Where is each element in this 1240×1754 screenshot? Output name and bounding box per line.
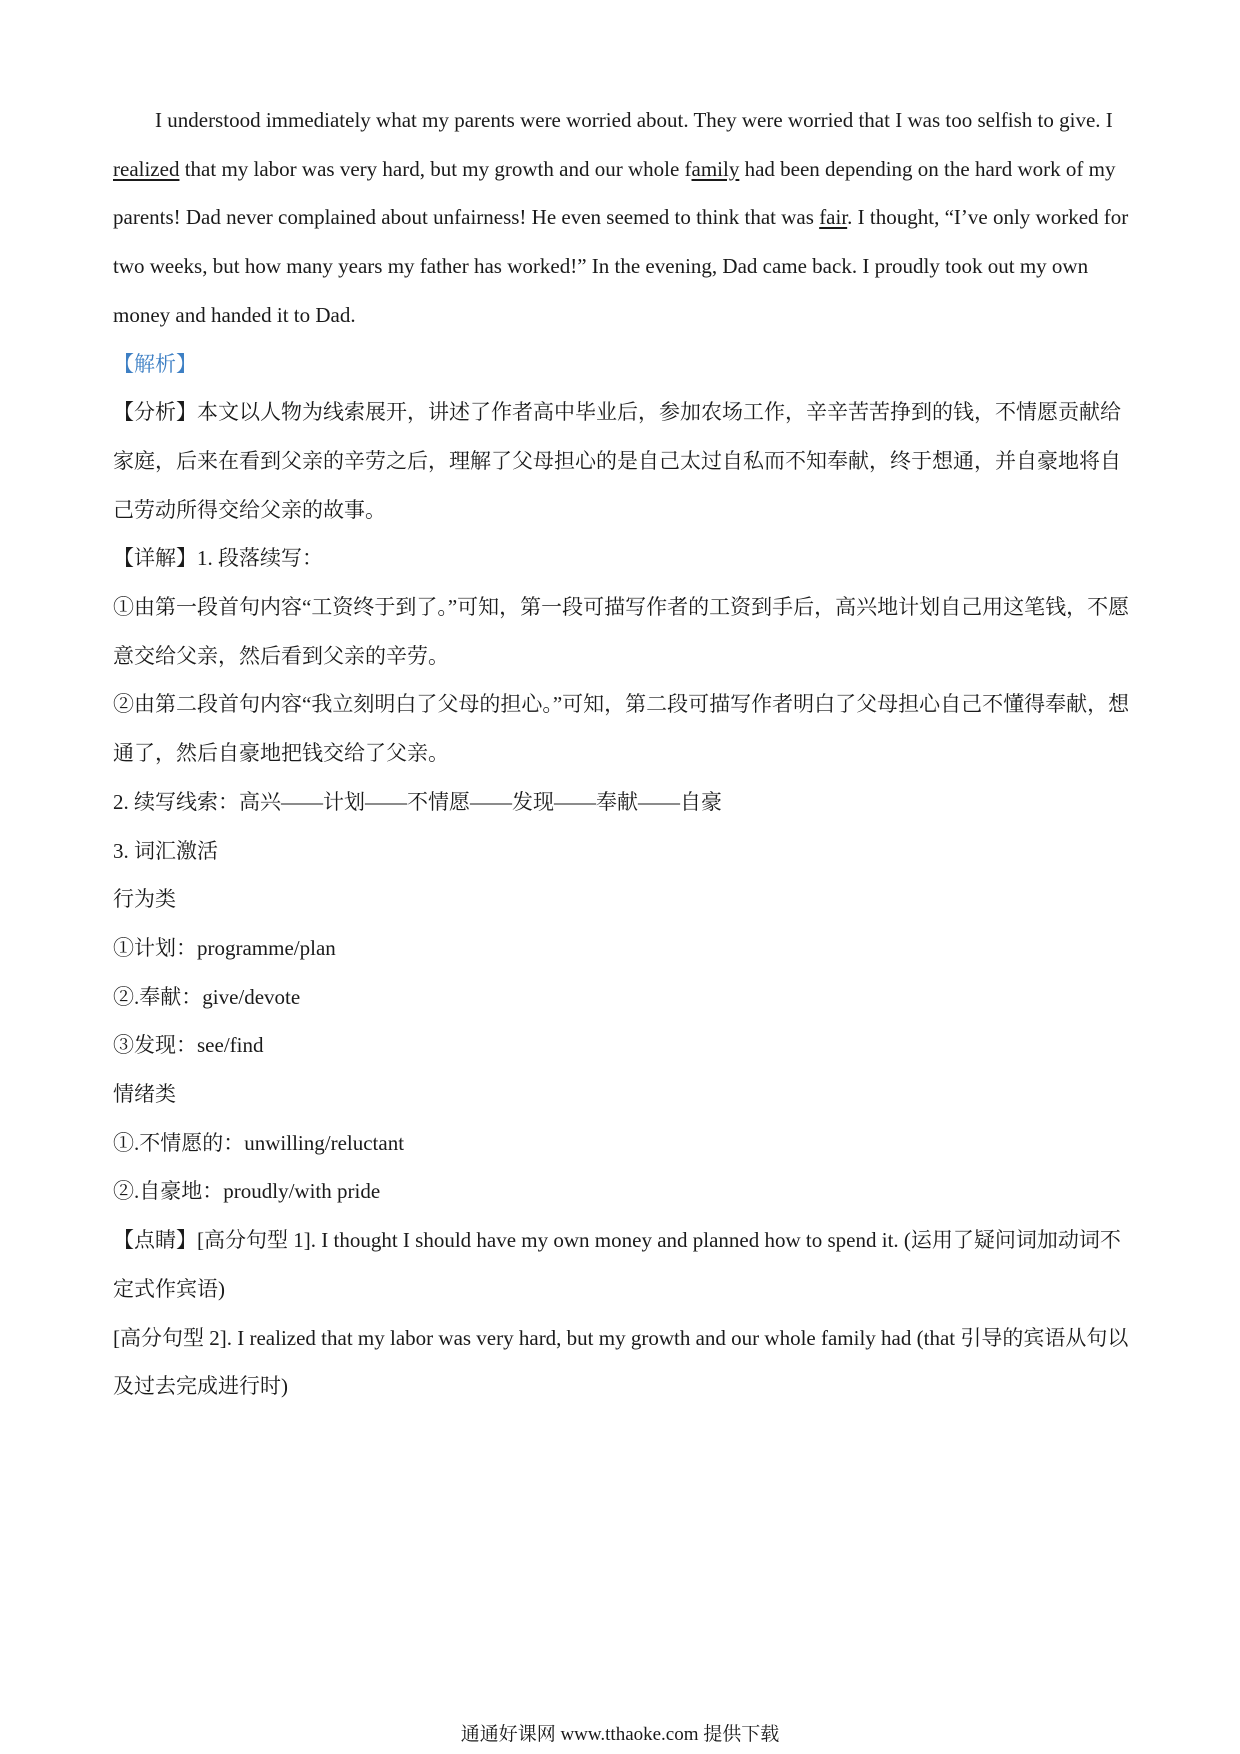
detail-point-1: ①由第一段首句内容“工资终于到了。”可知，第一段可描写作者的工资到手后，高兴地计划自己用这笔钱，不愿意交给父亲，然后看到父亲的辛劳。 — [113, 595, 1130, 668]
underlined-word-realized: realized — [113, 156, 180, 181]
underlined-word-fair: fair — [819, 205, 848, 230]
detail-point-2: ②由第二段首句内容“我立刻明白了父母的担心。”可知，第二段可描写作者明白了父母担心自己不懂得奉献，想通了，然后自豪地把钱交给了父亲。 — [113, 692, 1130, 766]
passage-paragraph — [113, 96, 1133, 340]
page-content — [113, 96, 1133, 1411]
vocab-item: ②.奉献：give/devote — [113, 984, 301, 1009]
highlight-sentence-2: [高分句型 2]. I realized that my labor was very hard, but my growth and our whole family had (that 引导的宾语从句以及过去完成进行时) — [113, 1325, 1129, 1399]
vocab-item: ①.不情愿的：unwilling/reluctant — [113, 1130, 405, 1155]
vocab-item: ①计划：programme/plan — [113, 935, 336, 960]
vocab-heading: 3. 词汇激活 — [113, 838, 218, 863]
page-footer: 通通好课网 www.tthaoke.com 提供下载 — [460, 1724, 780, 1745]
highlight-sentence-1: 【点睛】[高分句型 1]. I thought I should have my own money and planned how to spend it. (运用了疑问词加动词不定式作宾语) — [113, 1228, 1121, 1301]
detail-heading: 【详解】1. 段落续写： — [113, 546, 323, 571]
passage-text-3: had been depending on the hard work of my parents! Dad never complained about unfairness! He even seemed to think that was — [113, 156, 1116, 230]
jiexi-heading: 【解析】 — [113, 351, 197, 376]
emotion-category-heading: 情绪类 — [113, 1082, 176, 1107]
passage-text-2: that my labor was very hard, but my growth and our whole f — [179, 156, 692, 181]
analysis-paragraph: 【分析】本文以人物为线索展开，讲述了作者高中毕业后，参加农场工作，辛辛苦苦挣到的钱，不情愿贡献给家庭，后来在看到父亲的辛劳之后，理解了父母担心的是自己太过自私而不知奉献，终于想通，并自豪地将自己劳动所得交给父亲的故事。 — [113, 400, 1121, 522]
writing-clue: 2. 续写线索：高兴——计划——不情愿——发现——奉献——自豪 — [113, 789, 722, 814]
underlined-word-family: amily — [691, 156, 740, 181]
vocab-item: ③发现：see/find — [113, 1033, 264, 1058]
passage-text-4: . I thought, “I’ve only worked for two weeks, but how many years my father has worked!” In the evening, Dad came back. I proudly took out my own money and handed it to Dad. — [113, 205, 1129, 327]
passage-text-1: I understood immediately what my parents were worried about. They were worried that I was too selfish to give. I — [155, 108, 1113, 132]
action-category-heading: 行为类 — [113, 887, 176, 912]
vocab-item: ②.自豪地：proudly/with pride — [113, 1179, 381, 1204]
